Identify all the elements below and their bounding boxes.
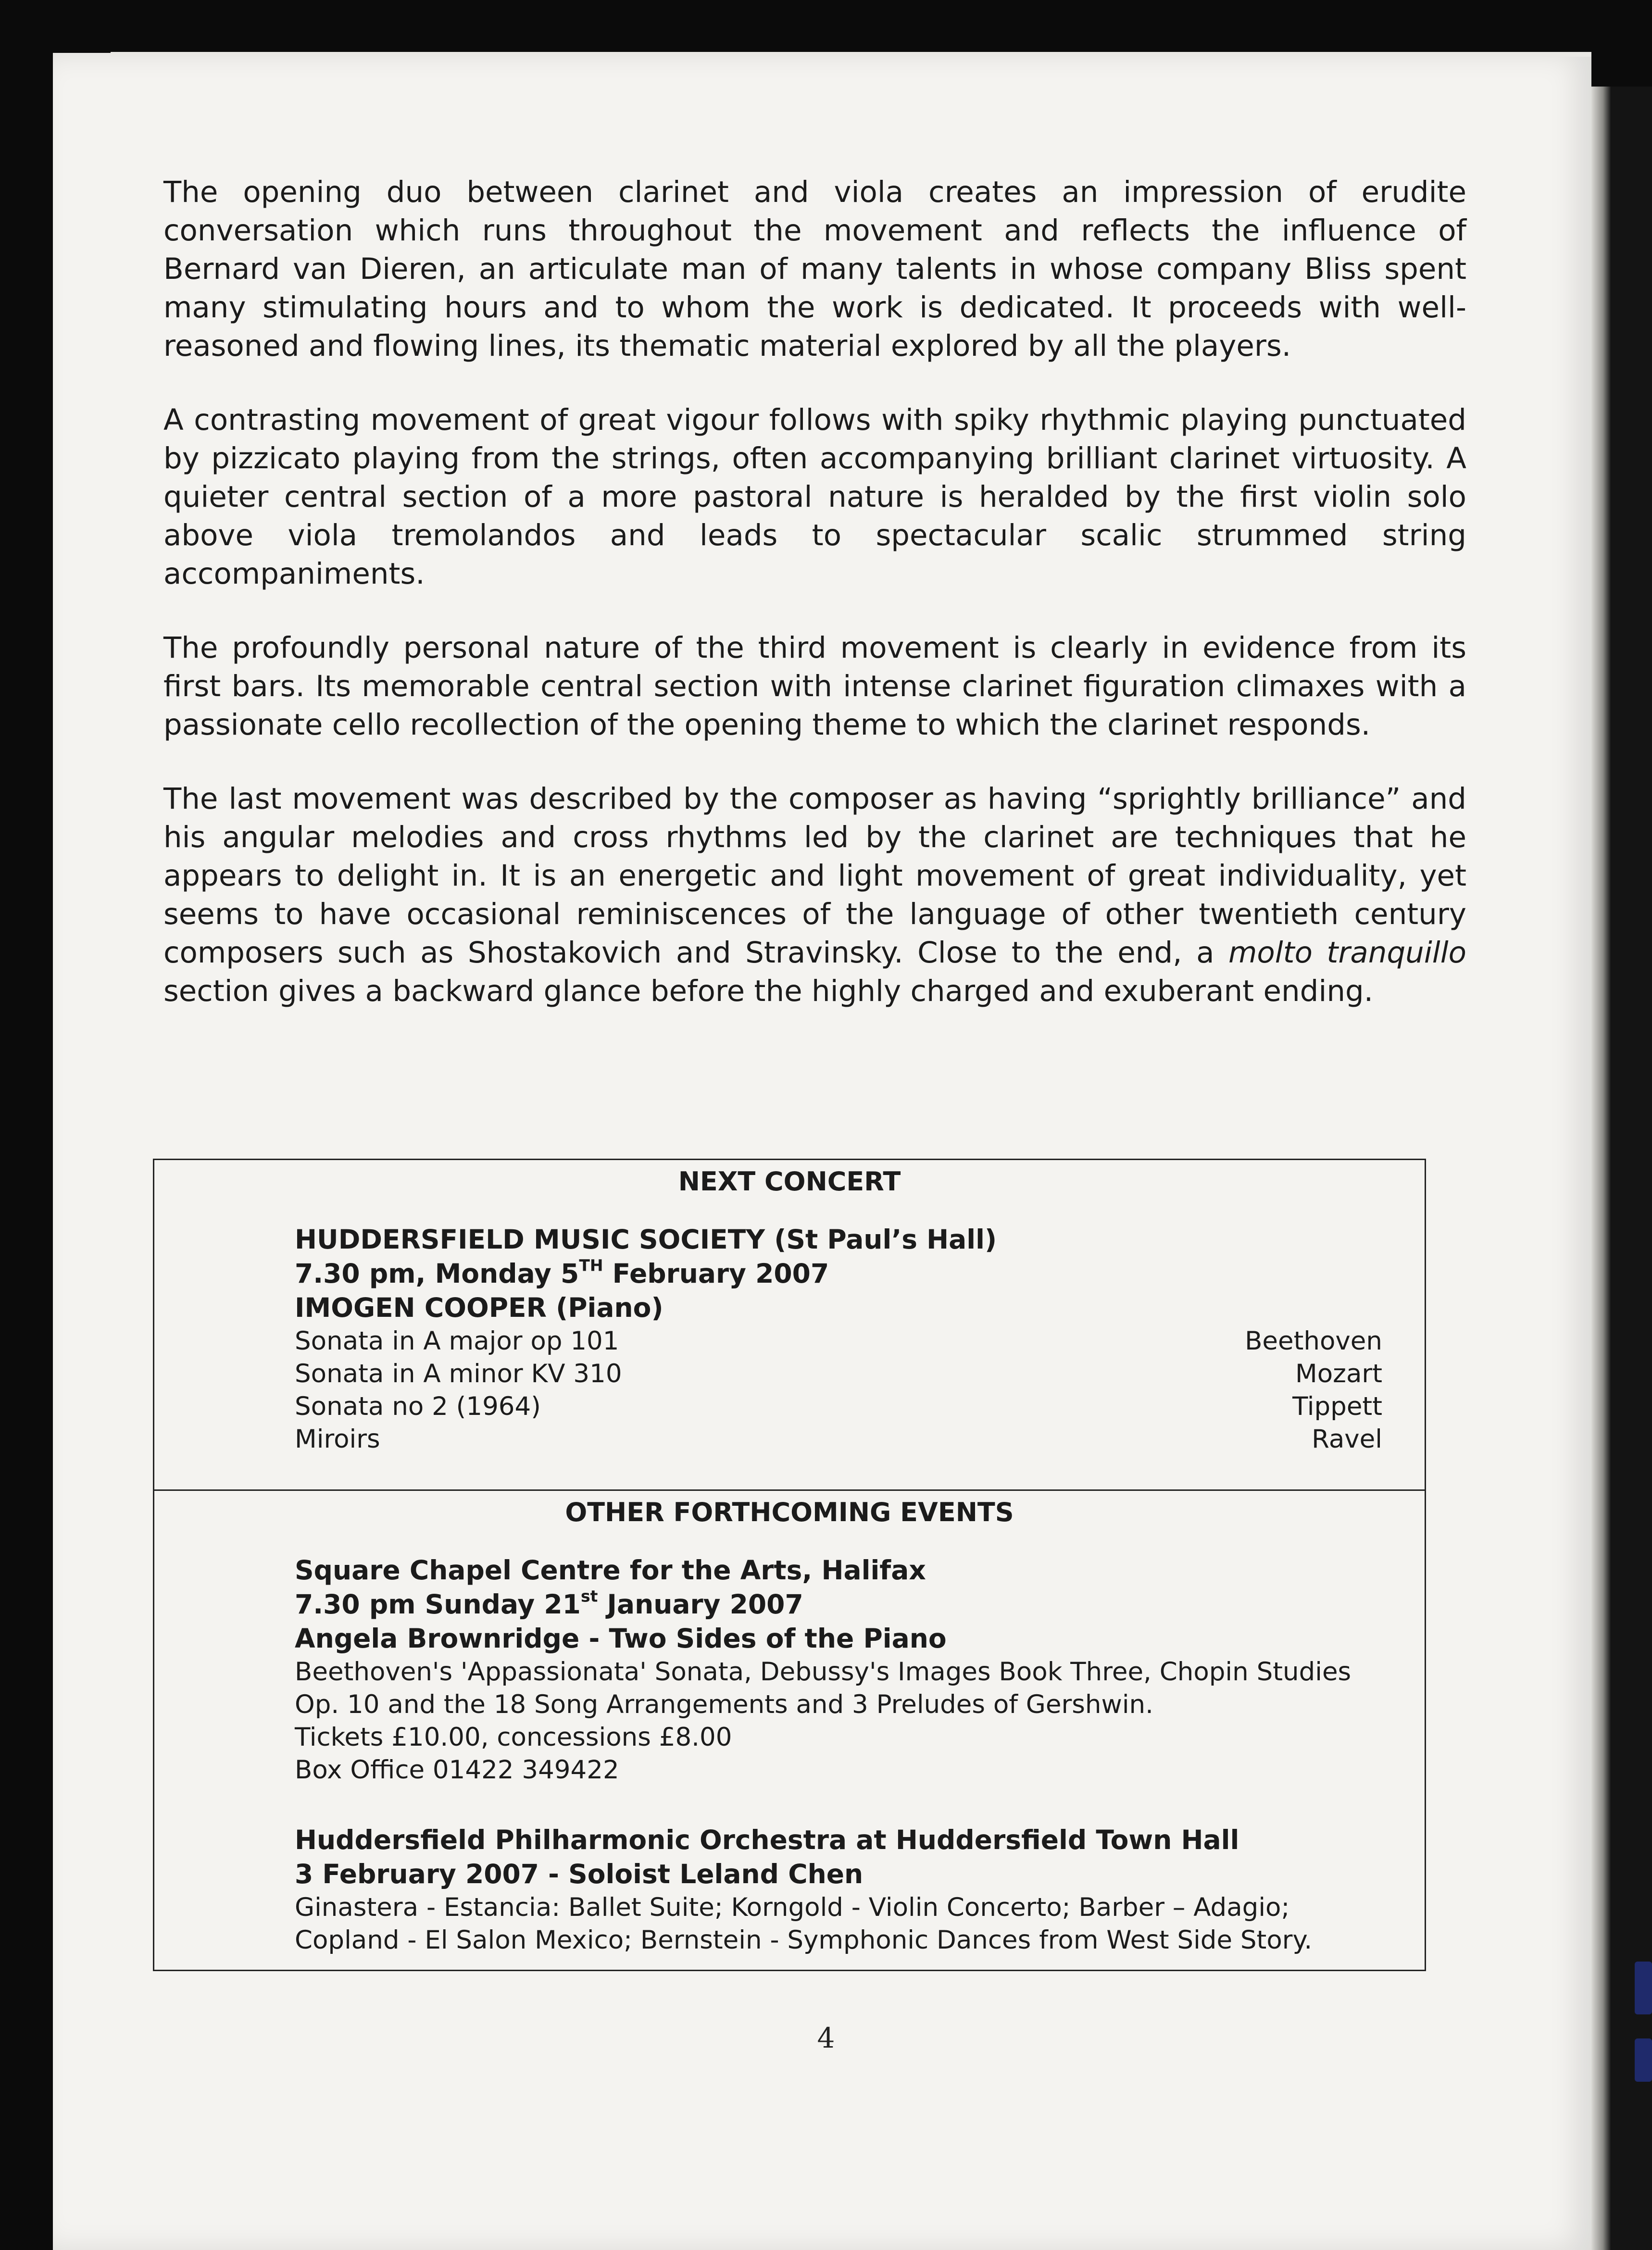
programme-notes: [163, 173, 1466, 1046]
page-edge: [111, 52, 1591, 57]
concert-performer: IMOGEN COOPER (Piano): [295, 1292, 663, 1323]
programme-work: Sonata in A minor KV 310: [295, 1359, 622, 1388]
programme-composer: Ravel: [1312, 1425, 1382, 1454]
event-detail: Box Office 01422 349422: [295, 1755, 619, 1785]
event-title: Angela Brownridge - Two Sides of the Piano: [295, 1623, 947, 1654]
programme-work: Sonata in A major op 101: [295, 1326, 619, 1356]
other-events-list: [295, 1553, 1382, 1957]
notes-paragraph: [163, 780, 1466, 1011]
event-date-text: January 2007: [598, 1589, 803, 1620]
event-item: [295, 1553, 1382, 1787]
next-page-edge: [1591, 87, 1652, 2250]
event-venue: Square Chapel Centre for the Arts, Halifax: [295, 1555, 926, 1586]
event-detail: Copland - El Salon Mexico; Bernstein - Symphonic Dances from West Side Story.: [295, 1925, 1313, 1955]
next-concert-section: [154, 1160, 1425, 1491]
event-date: 3 February 2007 - Soloist Leland Chen: [295, 1859, 864, 1889]
programme-item: [295, 1423, 1382, 1456]
events-box: [153, 1159, 1426, 1971]
concert-date-text: February 2007: [603, 1258, 829, 1289]
programme-work: Sonata no 2 (1964): [295, 1392, 541, 1421]
programme-item: [295, 1390, 1382, 1423]
notes-paragraph: The profoundly personal nature of the third movement is clearly in evidence from its first bars. Its memorable central section with intense clarinet figuration climaxes with a passionate cello recollection of the opening theme to which the clarinet responds.: [163, 631, 1466, 742]
concert-venue: HUDDERSFIELD MUSIC SOCIETY (St Paul’s Hall): [295, 1224, 997, 1255]
notes-paragraph: The opening duo between clarinet and viola creates an impression of erudite conversation which runs throughout the movement and reflects the influence of Bernard van Dieren, an articulate man of many talents in whose company Bliss spent many stimulating hours and to whom the work is dedicated. It proceeds with well-reasoned and flowing lines, its thematic material explored by all the players.: [163, 175, 1466, 363]
next-concert-details: [295, 1223, 1382, 1456]
programme-composer: Mozart: [1295, 1359, 1382, 1388]
other-events-section: [154, 1491, 1425, 1970]
programme-work: Miroirs: [295, 1425, 380, 1454]
programme-item: [295, 1325, 1382, 1358]
notes-text: The last movement was described by the composer as having “sprightly brilliance” and his angular melodies and cross rhythms led by the clarinet are techniques that he appears to delight in. It is an energetic and light movement of great individuality, yet seems to have occasional reminiscences of the language of other twentieth century composers such as Shostakovich and Stravinsky. Close to the end, a: [163, 782, 1466, 970]
next-concert-heading: NEXT CONCERT: [678, 1166, 901, 1197]
event-date-text: 7.30 pm Sunday 21: [295, 1589, 581, 1620]
concert-date-text: 7.30 pm, Monday 5: [295, 1258, 579, 1289]
event-detail: Tickets £10.00, concessions £8.00: [295, 1723, 732, 1752]
next-page-ink-mark: [1635, 1962, 1652, 2014]
date-ordinal: TH: [579, 1256, 603, 1275]
programme-composer: Tippett: [1292, 1392, 1382, 1421]
concert-date: [295, 1257, 1382, 1291]
notes-italic-term: molto tranquillo: [1228, 936, 1466, 970]
notes-paragraph: A contrasting movement of great vigour follows with spiky rhythmic playing punctuated by pizzicato playing from the strings, often accompanying brilliant clarinet virtuosity. A quieter central section of a more pastoral nature is heralded by the first violin solo above viola tremolandos and leads to spectacular scalic strummed string accompaniments.: [163, 403, 1466, 591]
event-item: [295, 1823, 1382, 1957]
programme-composer: Beethoven: [1245, 1326, 1382, 1356]
event-spacer: [295, 1787, 1382, 1823]
notes-text: section gives a backward glance before the highly charged and exuberant ending.: [163, 974, 1374, 1008]
other-events-heading: OTHER FORTHCOMING EVENTS: [565, 1497, 1014, 1527]
page-number: 4: [817, 2022, 835, 2054]
programme-item: [295, 1358, 1382, 1390]
page-edge-shadow: [1591, 87, 1611, 2250]
event-venue: Huddersfield Philharmonic Orchestra at Huddersfield Town Hall: [295, 1825, 1239, 1855]
date-ordinal: st: [580, 1587, 598, 1606]
event-date: [295, 1588, 1382, 1622]
event-detail: Ginastera - Estancia: Ballet Suite; Korngold - Violin Concerto; Barber – Adagio;: [295, 1893, 1290, 1922]
event-detail: Op. 10 and the 18 Song Arrangements and 3 Preludes of Gershwin.: [295, 1690, 1153, 1719]
event-detail: Beethoven's 'Appassionata' Sonata, Debussy's Images Book Three, Chopin Studies: [295, 1657, 1352, 1687]
